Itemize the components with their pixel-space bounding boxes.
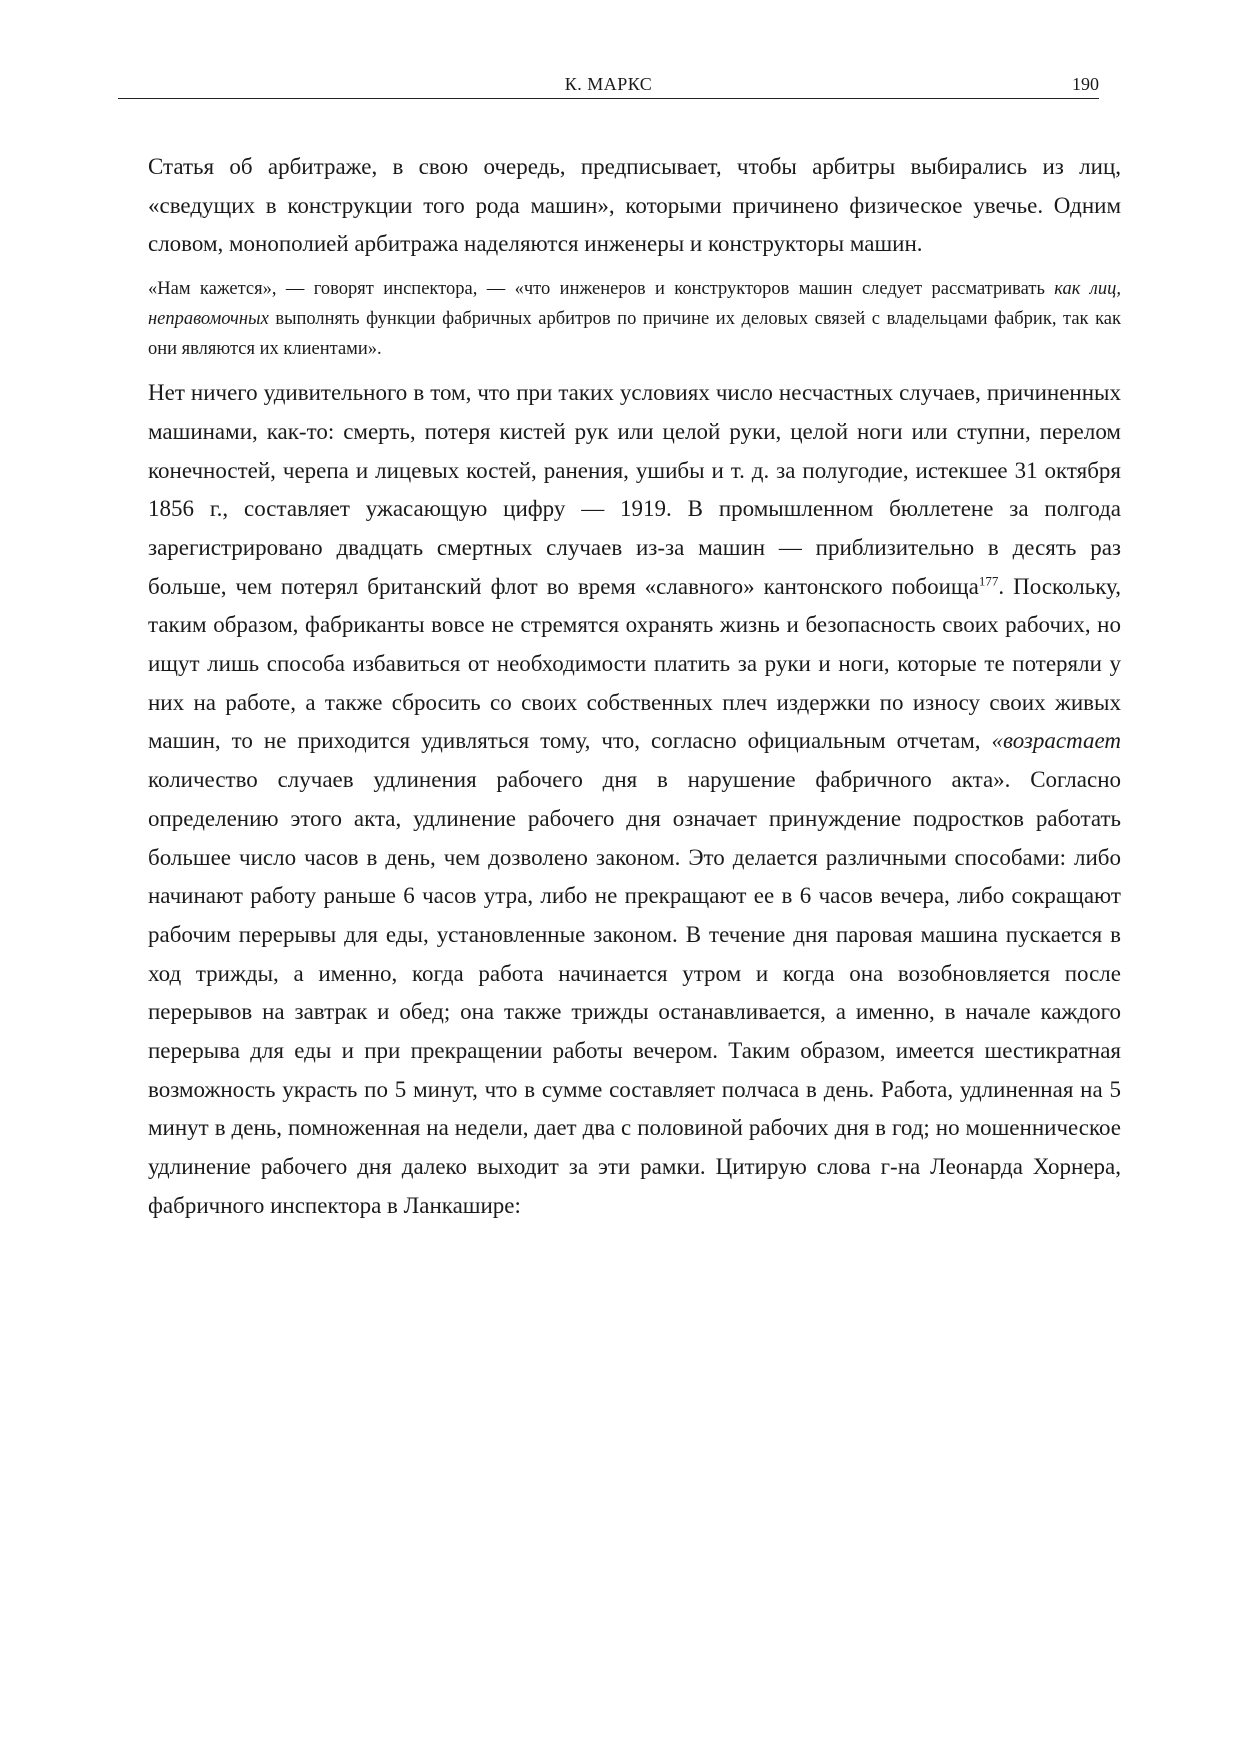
paragraph-text-part3: количество случаев удлинения рабочего дня в нарушение фабричного акта». Согласно определению этого акта, удлинение рабочего дня означает принуждение подростков работать большее число часов в день, чем дозволено законом. Это делается различными способами: либо начинают работу раньше 6 часов утра, либо не прекращают ее в 6 часов вечера, либо сокращают рабочим перерывы для еды, установленные законом. В течение дня паровая машина пускается в ход трижды, а именно, когда работа начинается утром и когда она возобновляется после перерывов на завтрак и обед; она также трижды останавливается, а именно, в начале каждого перерыва для еды и при прекращении работы вечером. Таким образом, имеется шестикратная возможность украсть по 5 минут, что в сумме составляет полчаса в день. Работа, удлиненная на 5 минут в день, помноженная на недели, дает два с половиной рабочих дня в год; но мошенническое удлинение рабочего дня далеко выходит за эти рамки. Цитирую слова г-на Леонарда Хорнера, фабричного инспектора в Ланкашире: — [148, 767, 1121, 1218]
page-number: 190 — [1072, 74, 1099, 94]
footnote-reference[interactable]: 177 — [978, 572, 999, 588]
paragraph-emphasis: «возрастает — [991, 728, 1121, 754]
block-quote-inspectors — [148, 274, 1121, 364]
running-header — [118, 72, 1099, 99]
quote-text-end: выполнять функции фабричных арбитров по причине их деловых связей с владельцами фабрик, так как они являются их клиентами». — [148, 309, 1121, 360]
paragraph-text-part2: . Поскольку, таким образом, фабриканты вовсе не стремятся охранять жизнь и безопасность своих рабочих, но ищут лишь способа избавиться от необходимости платить за руки и ноги, которые те потеряли у них на работе, а также сбросить со своих собственных плеч издержки по износу своих живых машин, то не приходится удивляться тому, что, согласно официальным отчетам, — [148, 573, 1121, 754]
page-body — [148, 140, 1121, 1226]
paragraph-accidents — [148, 374, 1121, 1225]
quote-emphasis: как лиц, неправомочных — [148, 279, 1121, 330]
quote-text-start: «Нам кажется», — говорят инспектора, — «что инженеров и конструкторов машин следует рассматривать — [148, 279, 1055, 300]
paragraph-arbitration — [148, 148, 1121, 264]
header-author: К. МАРКС — [564, 74, 653, 94]
paragraph-text-part1: Нет ничего удивительного в том, что при таких условиях число несчастных случаев, причиненных машинами, как-то: смерть, потеря кистей рук или целой руки, целой ноги или ступни, перелом конечностей, черепа и лицевых костей, ранения, ушибы и т. д. за полугодие, истекшее 31 октября 1856 г., составляет ужасающую цифру — 1919. В промышленном бюллетене за полгода зарегистрировано двадцать смертных случаев из-за машин — приблизительно в десять раз больше, чем потерял британский флот во время «славного» кантонского побоища — [148, 380, 1121, 599]
paragraph-text: Статья об арбитраже, в свою очередь, предписывает, чтобы арбитры выбирались из лиц, «сведущих в конструкции того рода машин», которыми причинено физическое увечье. Одним словом, монополией арбитража наделяются инженеры и конструкторы машин. — [148, 154, 1121, 257]
